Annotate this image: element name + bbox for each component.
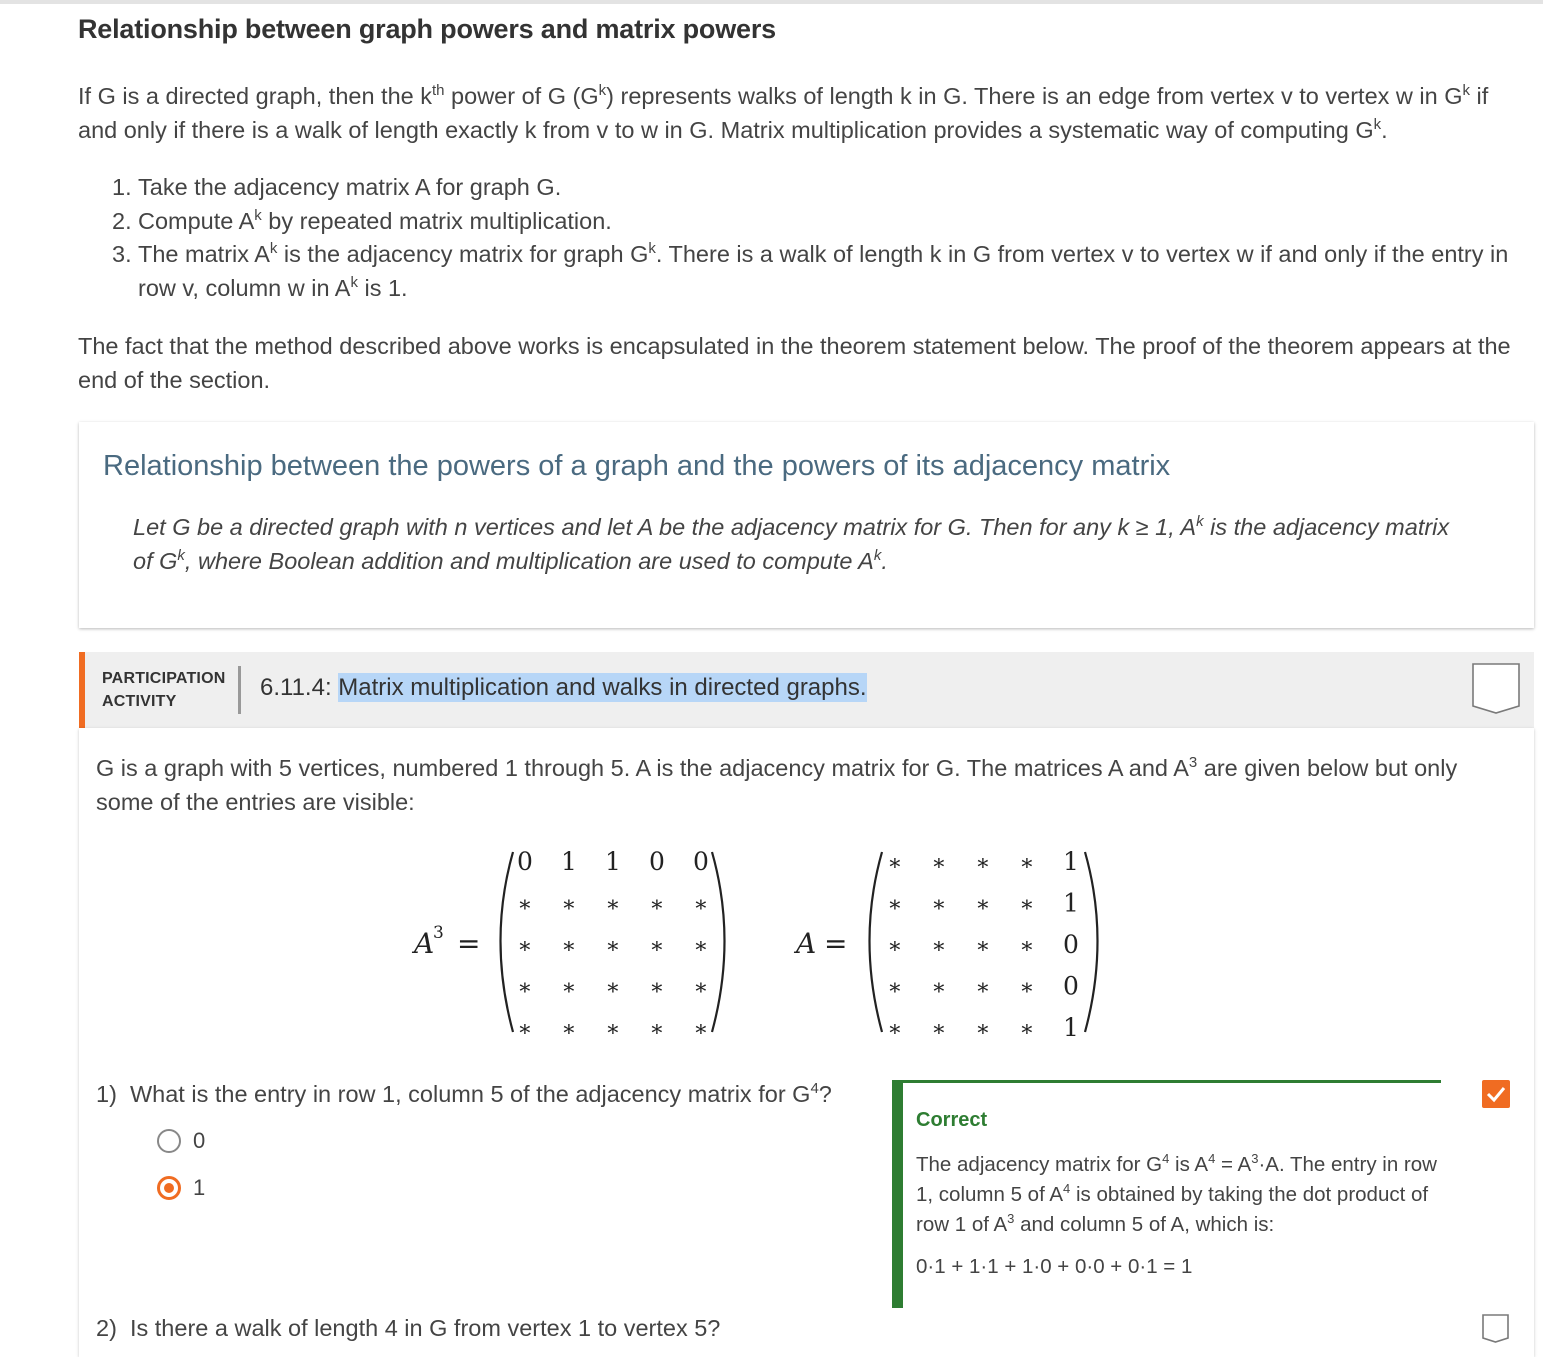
top-divider <box>0 0 1543 4</box>
a-label: A <box>796 927 817 960</box>
matrix-cell: ∗ <box>693 934 709 959</box>
theorem-statement: Let G be a directed graph with n vertices and let A be the adjacency matrix for G. Then for any k ≥ 1, $A^k$ is the adjacency matrix of $G^k$, where Boolean addition and multiplication are used to compute $A^k$. <box>133 513 1450 574</box>
option-1[interactable]: 1 <box>157 1175 205 1201</box>
matrix-cell: ∗ <box>975 851 991 876</box>
option-0[interactable]: 0 <box>157 1128 205 1154</box>
matrix-cell: ∗ <box>887 975 903 1001</box>
radio-button[interactable] <box>157 1129 181 1153</box>
activity-separator <box>238 666 241 714</box>
matrix-cell: ∗ <box>887 892 903 918</box>
matrix-cell: ∗ <box>561 934 577 959</box>
matrix-cell: 0 <box>649 847 665 876</box>
matrix-cell: ∗ <box>693 1017 709 1042</box>
matrix-cell: 0 <box>693 847 709 876</box>
matrix-cell: ∗ <box>887 934 903 959</box>
activity-intro: G is a graph with 5 vertices, numbered 1 through 5. A is the adjacency matrix for G. The matrices A and $A^3$ are given below but only some of the entries are visible: <box>96 754 1458 815</box>
matrix-cell: ∗ <box>931 975 947 1001</box>
matrix-cell: ∗ <box>517 975 533 1001</box>
activity-header <box>79 652 1534 728</box>
a3-right-paren <box>712 852 725 1032</box>
radio-button-selected[interactable] <box>157 1176 181 1200</box>
matrix-cell: ∗ <box>649 934 665 959</box>
matrix-cell: ∗ <box>931 934 947 959</box>
matrix-cell: 1 <box>561 847 577 876</box>
matrix-cell: ∗ <box>693 975 709 1001</box>
matrix-cell: ∗ <box>605 892 621 918</box>
matrix-cell: ∗ <box>1019 934 1035 959</box>
matrix-cell: ∗ <box>931 851 947 876</box>
question-1: 1) What is the entry in row 1, column 5 of the adjacency matrix for $G^4$? <box>96 1080 832 1107</box>
matrix-cell: ∗ <box>1019 851 1035 876</box>
a-matrix-cells <box>888 847 1079 1042</box>
a3-exponent: 3 <box>433 923 444 943</box>
matrix-cell: ∗ <box>561 975 577 1001</box>
matrix-cell: ∗ <box>975 934 991 959</box>
matrix-cell: ∗ <box>605 1017 621 1042</box>
matrix-cell: ∗ <box>1019 975 1035 1001</box>
a-equals: = <box>824 927 848 960</box>
matrix-cell: ∗ <box>649 975 665 1001</box>
matrix-cell: ∗ <box>975 1017 991 1042</box>
a-right-paren <box>1085 852 1098 1032</box>
theorem-box <box>79 422 1534 628</box>
matrix-cell: ∗ <box>605 975 621 1001</box>
matrix-cell: ∗ <box>561 1017 577 1042</box>
matrix-equations <box>400 840 1120 1050</box>
matrix-cell: ∗ <box>517 1017 533 1042</box>
matrix-cell: ∗ <box>931 892 947 918</box>
feedback-explanation: The adjacency matrix for $G^4$ is $A^4 = A^3\cdot A$. The entry in row 1, column 5 of $A^4$ is obtained by taking the dot product of row 1 of $A^3$ and column 5 of A, which is: <box>916 1151 1437 1236</box>
matrix-cell: ∗ <box>887 1017 903 1042</box>
a3-label: A <box>414 927 435 960</box>
activity-type-label: PARTICIPATION ACTIVITY <box>102 670 226 710</box>
matrix-cell: ∗ <box>605 934 621 959</box>
bookmark-icon[interactable] <box>1482 1314 1510 1349</box>
activity-accent-bar <box>79 652 85 728</box>
matrix-cell: ∗ <box>649 892 665 918</box>
steps-list <box>112 171 1532 305</box>
section-title: Relationship between graph powers and matrix powers <box>78 14 776 44</box>
activity-title: 6.11.4: Matrix multiplication and walks in directed graphs. <box>260 674 867 701</box>
matrix-cell: 1 <box>1063 888 1079 918</box>
matrix-cell: 1 <box>605 847 621 876</box>
matrix-cell: ∗ <box>931 1017 947 1042</box>
matrix-cell: 1 <box>1063 1013 1079 1042</box>
matrix-cell: ∗ <box>561 892 577 918</box>
matrix-cell: ∗ <box>975 892 991 918</box>
matrix-cell: ∗ <box>517 934 533 959</box>
method-paragraph: The fact that the method described above works is encapsulated in the theorem statement below. The proof of the theorem appears at the end of the section. <box>78 333 1511 393</box>
matrix-cell: 0 <box>1063 971 1079 1001</box>
a3-left-paren <box>501 852 514 1032</box>
matrix-cell: ∗ <box>649 1017 665 1042</box>
question-2: 2) Is there a walk of length 4 in G from vertex 1 to vertex 5? <box>96 1315 721 1341</box>
checkmark-icon <box>1482 1080 1510 1108</box>
step-2: 2. Compute $A^k$ by repeated matrix multiplication. <box>112 206 612 234</box>
a3-matrix-cells <box>517 847 709 1042</box>
intro-paragraph: If G is a directed graph, then the $k^{th}$ power of G $(G^k)$ represents walks of length k in G. There is an edge from vertex v to vertex w in $G^k$ if and only if there is a walk of length exactly k from v to w in G. Matrix multiplication provides a systematic way of computing $G^k$. <box>78 82 1489 143</box>
matrix-cell: ∗ <box>975 975 991 1001</box>
matrix-cell: ∗ <box>1019 892 1035 918</box>
matrix-cell: ∗ <box>693 892 709 918</box>
step-1: 1. Take the adjacency matrix A for graph G. <box>112 174 562 200</box>
bookmark-icon[interactable] <box>1472 663 1522 722</box>
matrix-cell: ∗ <box>517 892 533 918</box>
matrix-cell: ∗ <box>887 851 903 876</box>
matrix-cell: 1 <box>1063 847 1079 876</box>
theorem-title: Relationship between the powers of a graph and the powers of its adjacency matrix <box>103 450 1171 482</box>
a-left-paren <box>870 852 883 1032</box>
feedback-title: Correct <box>916 1109 988 1131</box>
feedback-dot-product: 0·1 + 1·1 + 1·0 + 0·0 + 0·1 = 1 <box>916 1255 1193 1278</box>
a3-equals: = <box>457 927 481 960</box>
feedback-panel <box>892 1080 1441 1308</box>
matrix-cell: ∗ <box>1019 1017 1035 1042</box>
matrix-cell: 0 <box>517 847 533 876</box>
matrix-cell: 0 <box>1063 930 1079 959</box>
step-3: 3. The matrix $A^k$ is the adjacency matrix for graph $G^k$. There is a walk of length k in G from vertex v to vertex w if and only if the entry in row v, column w in $A^k$ is 1. <box>112 240 1509 301</box>
